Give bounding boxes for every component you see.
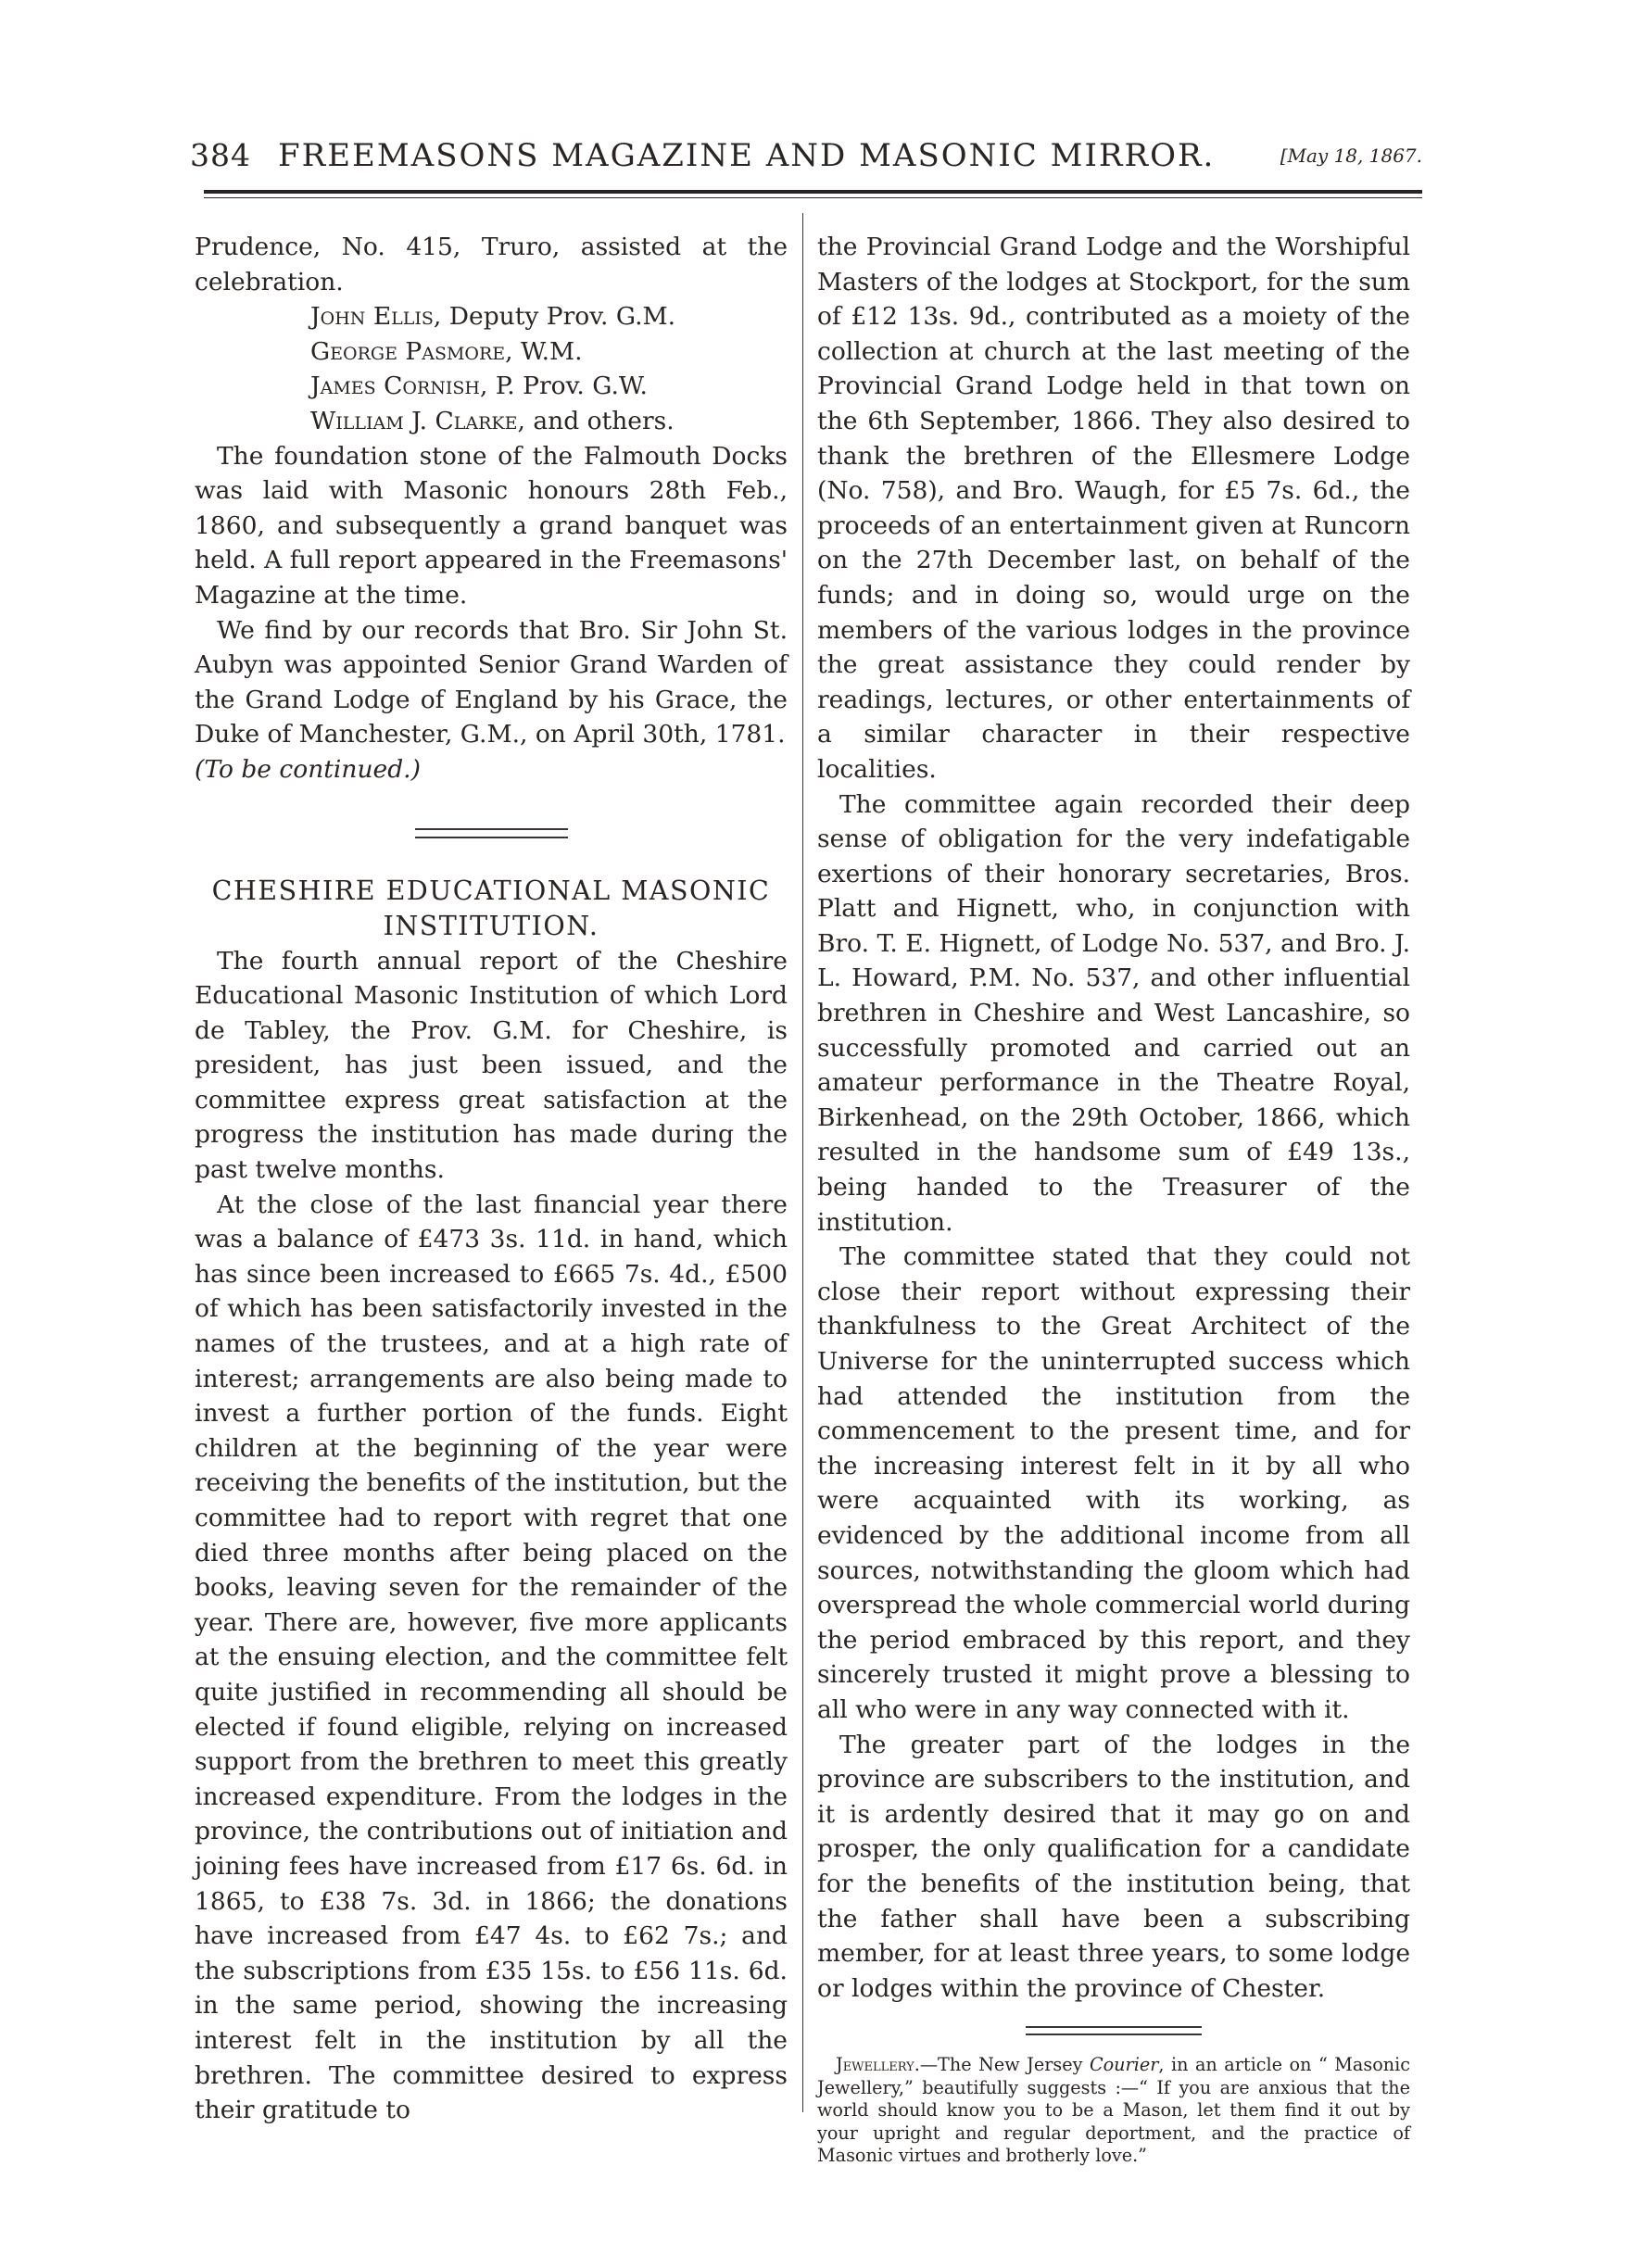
footnote-newspaper: Courier bbox=[1089, 2054, 1159, 2076]
right-column bbox=[817, 230, 1410, 2168]
issue-date: [May 18, 1867. bbox=[1280, 145, 1422, 167]
paragraph: We find by our records that Bro. Sir John St. Aubyn was appointed Senior Grand Warden of the Grand Lodge of England by his Grace, the Duke of Manchester, G.M., on April 30th, 1781. bbox=[195, 615, 788, 749]
left-column bbox=[195, 230, 788, 2128]
signature-line bbox=[195, 369, 788, 404]
section-divider bbox=[415, 828, 568, 838]
paragraph: The foundation stone of the Falmouth Docks was laid with Masonic honours 28th Feb., 1860, and subsequently a grand banquet was held. A full report appeared in the Freemasons' Magazine at the time. bbox=[195, 441, 788, 610]
signature-role: , and others. bbox=[517, 406, 675, 435]
header-rule-thin bbox=[204, 197, 1422, 198]
header-rule bbox=[204, 190, 1422, 194]
signature-name: George Pasmore bbox=[310, 336, 506, 366]
running-title: FREEMASONS MAGAZINE AND MASONIC MIRROR. bbox=[278, 137, 1216, 174]
section-heading: CHESHIRE EDUCATIONAL MASONIC INSTITUTION. bbox=[211, 875, 771, 941]
page-header bbox=[190, 137, 1422, 183]
paragraph: The committee again recorded their deep sense of obligation for the very indefatigable exertions of their honorary secretaries, Bros. Platt and Hignett, who, in conjunction with Bro. T. E. Hignett, of Lodge No. 537, and Bro. J. L. Howard, P.M. No. 537, and other influential brethren in Cheshire and West Lancashire, so successfully promoted and carried out an amateur performance in the Theatre Royal, Birkenhead, on the 29th October, 1866, which resulted in the handsome sum of £49 13s., being handed to the Treasurer of the institution. bbox=[817, 789, 1410, 1237]
signature-role: , W.M. bbox=[505, 336, 583, 366]
signature-line bbox=[195, 299, 788, 334]
signature-name: John Ellis bbox=[310, 302, 434, 332]
paragraph: At the close of the last financial year there was a balance of £473 3s. 11d. in hand, which has since been increased to £665 7s. 4d., £500 of which has been satisfactorily invested in the names of the trustees, and at a high rate of interest; arrangements are also being made to invest a further portion of the funds. Eight children at the beginning of the year were receiving the benefits of the institution, but the committee had to report with regret that one died three months after being placed on the books, leaving seven for the remainder of the year. There are, however, five more applicants at the ensuing election, and the committee felt quite justified in recommending all should be elected if found eligible, relying on increased support from the brethren to meet this greatly increased expenditure. From the lodges in the province, the contributions out of initiation and joining fees have increased from £17 6s. 6d. in 1865, to £38 7s. 3d. in 1866; the donations have increased from £47 4s. to £62 7s.; and the subscriptions from £35 15s. to £56 11s. 6d. in the same period, showing the increasing interest felt in the institution by all the brethren. The committee desired to express their gratitude to bbox=[195, 1190, 788, 2125]
signature-role: , Deputy Prov. G.M. bbox=[433, 302, 676, 332]
paragraph: The fourth annual report of the Cheshire Educational Masonic Institution of which Lord de Tabley, the Prov. G.M. for Cheshire, is president, has just been issued, and the committee express great satisfaction at the progress the institution has made during the past twelve months. bbox=[195, 946, 788, 1185]
footnote-text: , in an article on “ Masonic Jewellery,” beautifully suggests :—“ If you are anxious that the world should know you to be a Mason, let them find it out by your upright and regular deportment, and the practice of Masonic virtues and brotherly love.” bbox=[817, 2054, 1410, 2167]
signature-name: James Cornish bbox=[310, 371, 480, 401]
paragraph: the Provincial Grand Lodge and the Worshipful Masters of the lodges at Stockport, for the sum of £12 13s. 9d., contributed as a moiety of the collection at church at the last meeting of the Provincial Grand Lodge held in that town on the 6th September, 1866. They also desired to thank the brethren of the Ellesmere Lodge (No. 758), and Bro. Waugh, for £5 7s. 6d., the proceeds of an entertainment given at Runcorn on the 27th December last, on behalf of the funds; and in doing so, would urge on the members of the various lodges in the province the great assistance they could render by readings, lectures, or other entertainments of a similar character in their respective localities. bbox=[817, 233, 1410, 784]
paragraph: The greater part of the lodges in the province are subscribers to the institution, and it is ardently desired that it may go on and prosper, the only qualification for a candidate for the benefits of the institution being, that the father shall have been a subscribing member, for at least three years, to some lodge or lodges within the province of Chester. bbox=[817, 1730, 1410, 2003]
signature-name: William J. Clarke bbox=[310, 406, 518, 435]
signature-line bbox=[195, 404, 788, 439]
paragraph: Prudence, No. 415, Truro, assisted at the celebration. bbox=[195, 233, 788, 296]
footnote-title: Jewellery. bbox=[836, 2054, 920, 2076]
footnote-text: —The New Jersey bbox=[919, 2054, 1090, 2076]
signature-line bbox=[195, 334, 788, 370]
page-number: 384 bbox=[190, 137, 251, 173]
signature-role: , P. Prov. G.W. bbox=[479, 371, 648, 401]
column-divider bbox=[802, 213, 803, 2112]
footnote bbox=[817, 2054, 1410, 2168]
footnote-divider bbox=[1026, 2026, 1202, 2035]
to-be-continued: (To be continued.) bbox=[195, 754, 421, 784]
paragraph: The committee stated that they could not close their report without expressing their thankfulness to the Great Architect of the Universe for the uninterrupted success which had attended the institution from the commencement to the present time, and for the increasing interest felt in it by all who were acquainted with its working, as evidenced by the additional income from all sources, notwithstanding the gloom which had overspread the whole commercial world during the period embraced by this report, and they sincerely trusted it might prove a blessing to all who were in any way connected with it. bbox=[817, 1242, 1410, 1724]
